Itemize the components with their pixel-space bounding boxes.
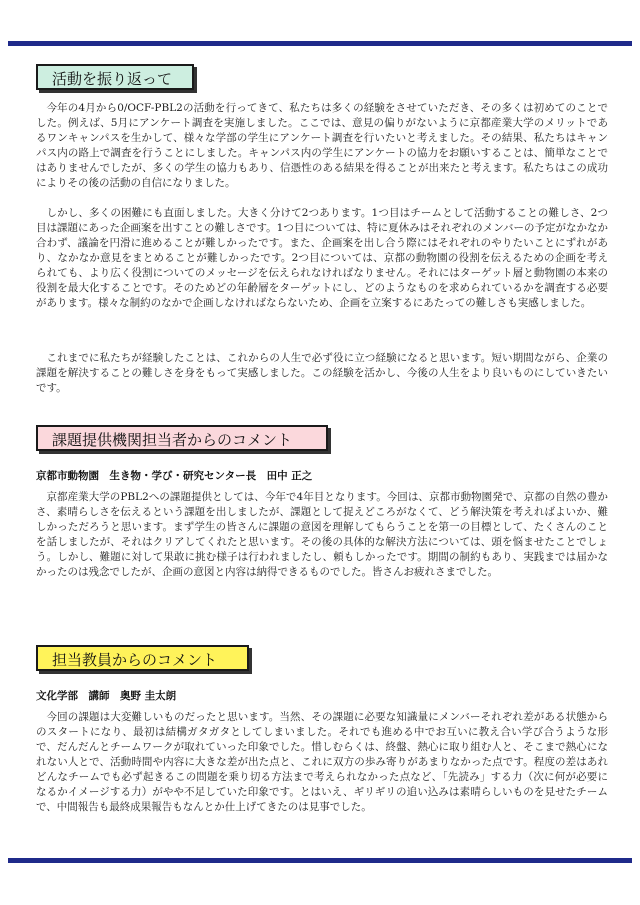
teacher-comment-paragraph: 今回の課題は大変難しいものだったと思います。当然、その課題に必要な知識量にメンバーそれぞれ差がある状態からのスタートになり、最初は結構ガタガタとしてしまいました。それでも進める中でお互いに教え合い学び合うような形で、だんだんとチームワークが取れていった印象でした。惜しむらくは、終盤、熱心に取り組む人と、そこまで熱心になれない人とで、活動時間や内容に大きな差が出た点と、これに双方の歩み寄りがあまりなかった点です。程度の差はあれどんなチームでも必ず起きるこの問題を乗り切る方法まで考えられなかった点など、「先読み」する力（次に何が必要になるかイメージする力）がやや不足していた印象です。とはいえ、ギリギリの追い込みは素晴らしいものを見せたチームで、中間報告も最終成果報告もなんとか仕上げてきたのは見事でした。 xyxy=(36,711,608,813)
teacher-byline: 文化学部 講師 奥野 圭太朗 xyxy=(36,690,177,702)
section-heading-provider-comment: 課題提供機関担当者からのコメント xyxy=(36,425,328,451)
provider-byline: 京都市動物園 生き物・学び・研究センター長 田中 正之 xyxy=(36,470,313,482)
reflection-paragraph-3: これまでに私たちが経験したことは、これからの人生で必ず役に立つ経験になると思います。短い期間ながら、企業の課題を解決することの難しさを身をもって実感しました。この経験を活かし、今後の人生をより良いものにしていきたいです。 xyxy=(36,352,608,394)
bottom-rule xyxy=(8,858,632,863)
section-heading-teacher-comment: 担当教員からのコメント xyxy=(36,645,249,671)
provider-comment-paragraph: 京都産業大学のPBL2への課題提供としては、今年で4年目となります。今回は、京都市動物園発で、京都の自然の豊かさ、素晴らしさを伝えるという課題を出しましたが、課題として捉えどころがなくて、どう解決策を考えればよいか、難しかっただろうと思います。まず学生の皆さんに課題の意図を理解してもらうことを第一の目標として、たくさんのことを話しましたが、それはクリアしてくれたと思います。その後の具体的な解決方法については、頭を悩ませたことでしょう。しかし、難題に対して果敢に挑む様子は行われましたし、頼もしかったです。期間の制約もあり、実践までは届かなかったのは残念でしたが、企画の意図と内容は納得できるものでした。皆さんお疲れさまでした。 xyxy=(36,491,608,578)
reflection-paragraph-2: しかし、多くの困難にも直面しました。大きく分けて2つあります。1つ目はチームとして活動することの難しさ、2つ目は課題にあった企画案を出すことの難しさです。1つ目については、特に夏休みはそれぞれのメンバーの予定がなかなか合わず、議論を円滑に進めることが難しかったです。また、企画案を出し合う際にはそれぞれのやりたいことにずれがあり、なかなか意見をまとめることが難しかったです。2つ目については、京都の動物園の役割を伝えるための企画を考えられても、より広く役割についてのメッセージを伝えられなければなりません。それにはターゲット層と動物園の本来の役割を最大化することです。そのためどの年齢層をターゲットにし、どのようなものを求められているかを調査する必要があります。様々な制約のなかで企画しなければならないため、企画を立案するにあたっての難しさも実感しました。 xyxy=(36,207,608,309)
reflection-paragraph-1: 今年の4月から0/OCF-PBL2の活動を行ってきて、私たちは多くの経験をさせていただき、その多くは初めてのことでした。例えば、5月にアンケート調査を実施しました。ここでは、意見の偏りがないように京都産業大学のメリットであるワンキャンパスを生かして、様々な学部の学生にアンケート調査を行いたいと考えました。その結果、私たちはキャンパス内の路上で調査を行うことにしました。キャンパス内の学生にアンケートの協力をお願いすることは、簡単なことではありませんでしたが、多くの学生の協力もあり、信憑性のある結果を得ることが出来たと考えます。私たちはこの成功によりその後の活動の自信になりました。 xyxy=(36,102,608,189)
section-heading-reflection: 活動を振り返って xyxy=(36,64,194,90)
top-rule xyxy=(8,41,632,46)
